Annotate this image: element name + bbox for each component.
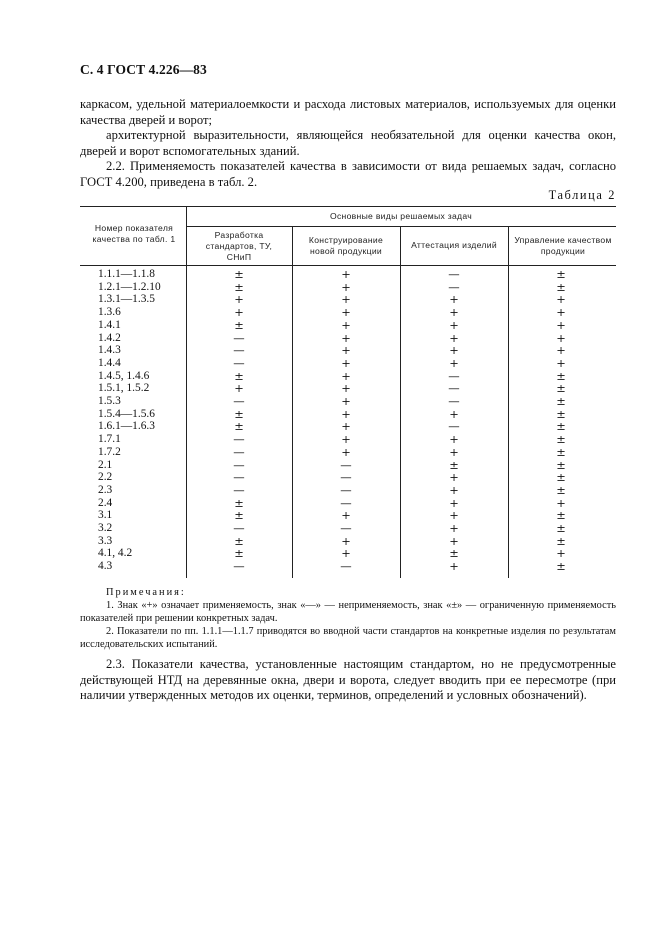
applicability-cell: + — [449, 343, 459, 358]
applicability-cell: + — [341, 292, 351, 307]
applicability-cell: + — [449, 508, 459, 523]
applicability-cell: — — [448, 267, 460, 281]
applicability-cell: + — [449, 317, 459, 332]
applicability-cell: ± — [556, 381, 566, 396]
applicability-cell: + — [341, 432, 351, 447]
applicability-cell: + — [556, 292, 566, 307]
applicability-cell: ± — [234, 368, 244, 383]
row-indicator-label: 1.4.2 — [98, 331, 121, 344]
row-indicator-label: 2.2 — [98, 471, 113, 484]
applicability-cell: + — [341, 394, 351, 408]
applicability-cell: + — [341, 343, 351, 358]
applicability-cell: — — [340, 495, 352, 510]
applicability-cell: ± — [556, 559, 566, 574]
row-indicator-label: 4.1, 4.2 — [98, 547, 133, 560]
intro-paragraph-2: архитектурной выразительности, являющейся необязательной для оценки качества окон, дверей и ворот вспомогательных зданий. — [80, 128, 616, 158]
table-vline-3 — [400, 226, 401, 578]
applicability-cell: ± — [556, 457, 566, 472]
row-indicator-label: 3.1 — [98, 509, 113, 522]
applicability-cell: + — [556, 330, 566, 345]
applicability-cell: + — [556, 305, 566, 320]
notes-title: Примечания: — [106, 587, 186, 598]
notes-section — [80, 586, 616, 651]
applicability-cell: — — [233, 330, 245, 345]
applicability-cell: — — [233, 521, 245, 535]
row-indicator-label: 1.4.4 — [98, 356, 121, 369]
row-indicator-label: 1.5.3 — [98, 395, 121, 407]
applicability-cell: — — [233, 559, 245, 574]
applicability-cell: + — [449, 355, 459, 370]
applicability-cell: — — [233, 355, 245, 370]
applicability-cell: + — [449, 292, 459, 307]
applicability-cell: + — [234, 305, 244, 320]
row-indicator-label: 3.2 — [98, 522, 113, 534]
intro-text — [80, 97, 616, 191]
row-indicator-label: 2.3 — [98, 483, 113, 496]
applicability-cell: + — [341, 508, 351, 523]
applicability-cell: + — [449, 495, 459, 510]
applicability-cell: + — [449, 521, 459, 535]
applicability-cell: + — [449, 406, 459, 421]
table-vline-2 — [292, 226, 293, 578]
closing-paragraph: 2.3. Показатели качества, установленные настоящим стандартом, но не предусмотренные действующей НТД на деревянные окна, двери и ворота, следует вводить при ее пересмотре (при наличии утвержденных методов их оценки, терминов, определений и условных обозначений). — [80, 657, 616, 703]
applicability-cell: + — [341, 419, 351, 434]
applicability-cell: + — [556, 546, 566, 561]
row-indicator-label: 1.6.1—1.6.3 — [98, 420, 155, 433]
applicability-cell: ± — [234, 317, 244, 332]
header-new-product-design: Конструирование новой продукции — [308, 235, 384, 256]
applicability-cell: — — [233, 394, 245, 408]
applicability-cell: + — [341, 279, 351, 294]
table-group-rule — [186, 226, 616, 227]
closing-text — [80, 657, 616, 704]
applicability-cell: — — [448, 381, 460, 396]
row-indicator-label: 4.3 — [98, 560, 113, 573]
applicability-cell: ± — [556, 444, 566, 459]
applicability-cell: ± — [234, 419, 244, 434]
header-indicator-number: Номер показателя качества по табл. 1 — [92, 223, 176, 244]
applicability-cell: — — [340, 521, 352, 535]
applicability-cell: ± — [234, 267, 244, 281]
applicability-cell: — — [340, 482, 352, 497]
applicability-cell: + — [341, 305, 351, 320]
table-caption: Таблица 2 — [548, 188, 616, 202]
applicability-cell: — — [448, 279, 460, 294]
row-indicator-label: 1.4.5, 1.4.6 — [98, 369, 150, 382]
applicability-cell: ± — [449, 457, 459, 472]
applicability-cell: + — [449, 559, 459, 574]
applicability-cell: — — [448, 419, 460, 434]
applicability-cell: + — [449, 330, 459, 345]
table-top-rule — [80, 206, 616, 207]
applicability-cell: — — [233, 444, 245, 459]
applicability-cell: + — [234, 292, 244, 307]
table-header-rule — [80, 265, 616, 266]
applicability-cell: ± — [556, 419, 566, 434]
row-indicator-label: 1.2.1—1.2.10 — [98, 280, 161, 293]
row-indicator-label: 2.1 — [98, 458, 113, 471]
row-indicator-label: 1.3.6 — [98, 306, 121, 319]
applicability-cell: + — [449, 482, 459, 497]
intro-paragraph-3: 2.2. Применяемость показателей качества в зависимости от вида решаемых задач, согласно ГОСТ 4.200, приведена в табл. 2. — [80, 159, 616, 189]
applicability-cell: — — [233, 343, 245, 358]
applicability-cell: ± — [556, 508, 566, 523]
applicability-cell: ± — [556, 482, 566, 497]
applicability-cell: + — [341, 355, 351, 370]
applicability-cell: ± — [234, 508, 244, 523]
row-indicator-label: 1.5.4—1.5.6 — [98, 407, 155, 420]
applicability-cell: + — [234, 381, 244, 396]
applicability-cell: ± — [556, 470, 566, 485]
applicability-cell: + — [341, 267, 351, 281]
table-vline-4 — [508, 226, 509, 578]
applicability-cell: + — [449, 432, 459, 447]
applicability-cell: ± — [234, 406, 244, 421]
row-indicator-label: 1.1.1—1.1.8 — [98, 268, 155, 280]
applicability-cell: + — [341, 381, 351, 396]
applicability-cell: ± — [556, 521, 566, 535]
applicability-cell: ± — [234, 279, 244, 294]
applicability-cell: + — [556, 355, 566, 370]
page-header: С. 4 ГОСТ 4.226—83 — [80, 62, 207, 77]
applicability-cell: — — [340, 559, 352, 574]
applicability-cell: + — [341, 317, 351, 332]
row-indicator-label: 3.3 — [98, 534, 113, 547]
applicability-cell: ± — [556, 267, 566, 281]
applicability-cell: — — [233, 482, 245, 497]
applicability-cell: + — [341, 533, 351, 548]
note-2: 2. Показатели по пп. 1.1.1—1.1.7 приводятся во вводной части стандартов на конкретные изделия по результатам исследовательских испытаний. — [80, 626, 616, 650]
row-indicator-label: 1.3.1—1.3.5 — [98, 293, 155, 306]
applicability-cell: + — [556, 317, 566, 332]
applicability-cell: + — [341, 406, 351, 421]
applicability-cell: ± — [556, 533, 566, 548]
applicability-cell: ± — [556, 279, 566, 294]
applicability-cell: + — [449, 470, 459, 485]
applicability-cell: — — [233, 432, 245, 447]
header-product-certification: Аттестация изделий — [411, 240, 497, 250]
applicability-cell: ± — [449, 546, 459, 561]
row-indicator-label: 2.4 — [98, 496, 113, 509]
applicability-cell: + — [449, 305, 459, 320]
header-task-group: Основные виды решаемых задач — [329, 211, 473, 221]
applicability-cell: — — [448, 394, 460, 408]
applicability-cell: + — [556, 495, 566, 510]
applicability-cell: ± — [234, 546, 244, 561]
applicability-cell: — — [340, 470, 352, 485]
applicability-cell: + — [341, 368, 351, 383]
applicability-cell: ± — [234, 533, 244, 548]
applicability-cell: ± — [556, 432, 566, 447]
applicability-cell: + — [449, 533, 459, 548]
table-vline-1 — [186, 206, 187, 578]
applicability-cell: ± — [556, 406, 566, 421]
row-indicator-label: 1.5.1, 1.5.2 — [98, 382, 150, 395]
applicability-cell: ± — [556, 394, 566, 408]
applicability-cell: ± — [556, 368, 566, 383]
row-indicator-label: 1.7.1 — [98, 433, 121, 446]
applicability-cell: — — [233, 457, 245, 472]
intro-paragraph-1: каркасом, удельной материалоемкости и расхода листовых материалов, используемых для оценки качества дверей и ворот; — [80, 97, 616, 127]
applicability-cell: — — [448, 368, 460, 383]
applicability-cell: + — [341, 546, 351, 561]
applicability-cell: ± — [234, 495, 244, 510]
applicability-cell: + — [341, 444, 351, 459]
row-indicator-label: 1.7.2 — [98, 445, 121, 458]
row-indicator-label: 1.4.1 — [98, 318, 121, 331]
header-standards-development: Разработка стандартов, ТУ, СНиП — [205, 230, 273, 262]
applicability-cell: — — [340, 457, 352, 472]
applicability-cell: + — [341, 330, 351, 345]
applicability-cell: + — [449, 444, 459, 459]
header-quality-management: Управление качеством продукции — [514, 235, 612, 256]
row-indicator-label: 1.4.3 — [98, 344, 121, 357]
applicability-cell: + — [556, 343, 566, 358]
note-1: 1. Знак «+» означает применяемость, знак «—» — неприменяемость, знак «±» — ограниченную применяемость показателей при решении конкретных задач. — [80, 600, 616, 624]
applicability-cell: — — [233, 470, 245, 485]
